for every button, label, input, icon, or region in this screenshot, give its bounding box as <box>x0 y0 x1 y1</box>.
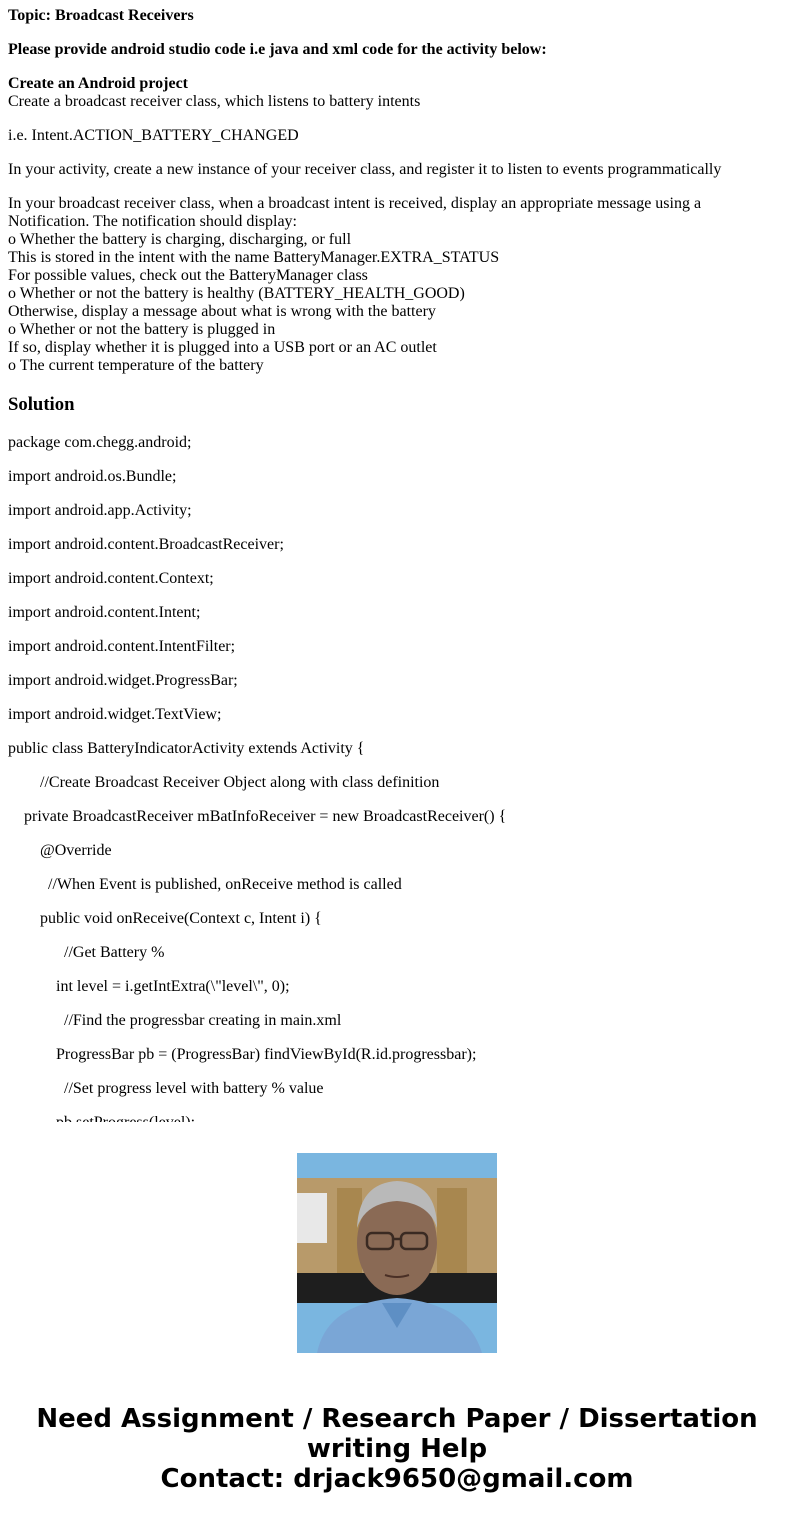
code-line: import android.widget.TextView; <box>8 706 222 723</box>
solution-heading: Solution <box>8 394 75 415</box>
task-line: Create a broadcast receiver class, which listens to battery intents <box>8 93 421 110</box>
task-line: If so, display whether it is plugged into a USB port or an AC outlet <box>8 339 437 356</box>
promo-text <box>0 1404 794 1494</box>
code-line: import android.os.Bundle; <box>8 468 177 485</box>
task-line: For possible values, check out the BatteryManager class <box>8 267 368 284</box>
task-bullet: o Whether or not the battery is plugged in <box>8 321 276 338</box>
task-bullet: o Whether the battery is charging, discharging, or full <box>8 231 352 248</box>
task-line: Notification. The notification should display: <box>8 213 297 230</box>
solution-code <box>8 434 786 1132</box>
code-line: import android.content.BroadcastReceiver; <box>8 536 284 553</box>
avatar <box>297 1153 497 1353</box>
code-line: private BroadcastReceiver mBatInfoReceiver = new BroadcastReceiver() { <box>8 808 507 825</box>
code-line: ProgressBar pb = (ProgressBar) findViewById(R.id.progressbar); <box>8 1046 477 1063</box>
code-comment: //Find the progressbar creating in main.xml <box>8 1012 342 1029</box>
code-line: import android.content.IntentFilter; <box>8 638 236 655</box>
code-comment: //Get Battery % <box>8 944 165 961</box>
task-bullet: o The current temperature of the battery <box>8 357 264 374</box>
code-line: public void onReceive(Context c, Intent i) { <box>8 910 322 927</box>
task-block-3: In your activity, create a new instance of your receiver class, and register it to listen to events programmatically <box>8 161 722 178</box>
task-heading: Create an Android project <box>8 75 188 92</box>
task-block-1 <box>8 75 786 111</box>
request-heading: Please provide android studio code i.e java and xml code for the activity below: <box>8 41 547 58</box>
code-line: import android.widget.ProgressBar; <box>8 672 238 689</box>
document-content <box>0 7 794 1132</box>
code-comment: //When Event is published, onReceive method is called <box>8 876 402 893</box>
code-comment: //Set progress level with battery % value <box>8 1080 324 1097</box>
topic-heading: Topic: Broadcast Receivers <box>8 7 194 24</box>
task-block-4 <box>8 195 786 375</box>
code-line: import android.app.Activity; <box>8 502 192 519</box>
code-line: import android.content.Intent; <box>8 604 201 621</box>
avatar-photo-icon <box>297 1153 497 1353</box>
code-line: import android.content.Context; <box>8 570 214 587</box>
task-line: This is stored in the intent with the name BatteryManager.EXTRA_STATUS <box>8 249 500 266</box>
code-line: package com.chegg.android; <box>8 434 192 451</box>
code-annotation: @Override <box>8 842 112 859</box>
promo-line: writing Help <box>306 1434 488 1464</box>
task-line: Otherwise, display a message about what is wrong with the battery <box>8 303 436 320</box>
task-bullet: o Whether or not the battery is healthy (BATTERY_HEALTH_GOOD) <box>8 285 465 302</box>
code-comment: //Create Broadcast Receiver Object along with class definition <box>8 774 440 791</box>
code-line: int level = i.getIntExtra(\"level\", 0); <box>8 978 290 995</box>
task-block-2: i.e. Intent.ACTION_BATTERY_CHANGED <box>8 127 299 144</box>
code-line: public class BatteryIndicatorActivity extends Activity { <box>8 740 365 757</box>
promo-footer <box>0 1122 794 1523</box>
task-line: In your broadcast receiver class, when a broadcast intent is received, display an appropriate message using a <box>8 195 702 212</box>
contact-email: Contact: drjack9650@gmail.com <box>160 1464 634 1494</box>
promo-line: Need Assignment / Research Paper / Dissertation <box>36 1404 758 1434</box>
